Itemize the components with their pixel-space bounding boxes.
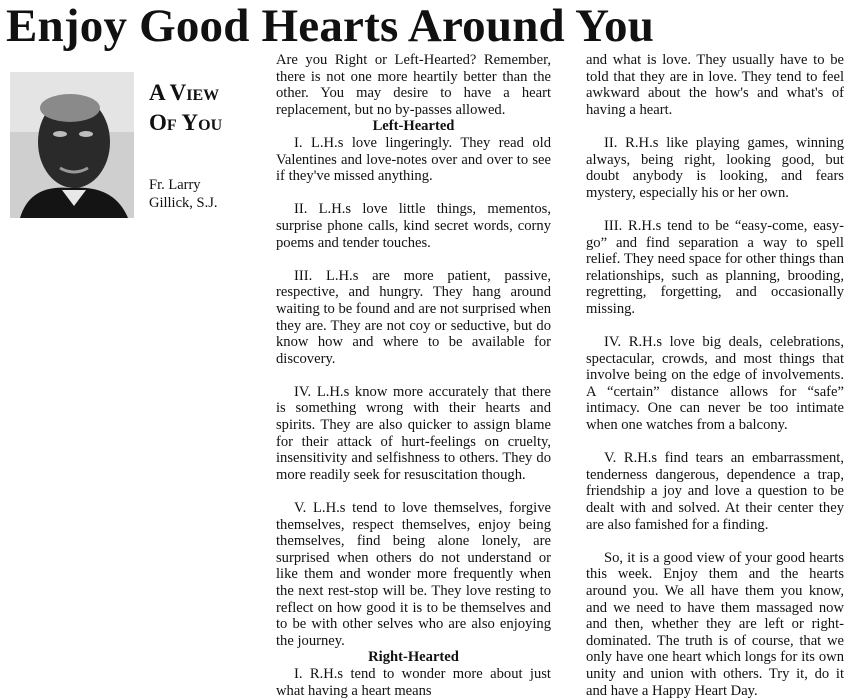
byline: [149, 176, 267, 212]
portrait-graphic: [10, 72, 134, 218]
right-hearted-heading: Right-Hearted: [368, 649, 459, 666]
article-column-3: [586, 52, 844, 699]
left-item-5: V. L.H.s tend to love themselves, forgive themselves, respect themselves, enjoy being themselves, find being alone lonely, are surprised when others do not understand or like them and wonder more frequently when the next rest-stop will be. They love resting to reflect on how good it is to be themselves and to be with other selves who are also enjoying the journey.: [276, 500, 551, 649]
right-item-1-continued: and what is love. They usually have to be told that they are in love. They tend to feel awkward about the how's and what's of having a heart.: [586, 52, 844, 118]
closing-paragraph: So, it is a good view of your good hearts this week. Enjoy them and the hearts around you. We all have them you know, and we need to have them massaged now and then, whether they are left or right-dominated. The truth is of course, that we only have one heart which longs for its own unity and union with others. Try it, do it and have a Happy Heart Day.: [586, 549, 844, 699]
column-title-line1: A View: [149, 80, 220, 105]
right-item-4: IV. R.H.s love big deals, celebrations, spectacular, crowds, and most things that involve being on the edge of involvements. A “certain” distance allows for “safe” intimacy. One can never be too intimate when one watches from a balcony.: [586, 334, 844, 434]
left-item-2: II. L.H.s love little things, mementos, surprise phone calls, kind secret words, corny poems and tender touches.: [276, 201, 551, 251]
intro-paragraph: Are you Right or Left-Hearted? Remember, there is not one more heartily better than the other. You may desire to have a heart replacement, but no by-passes allowed.: [276, 52, 551, 118]
author-portrait-photo: [10, 72, 134, 218]
byline-line1: Fr. Larry: [149, 177, 201, 193]
right-item-5: V. R.H.s find tears an embarrassment, tenderness dangerous, dependence a trap, friendship a joy and love a question to be dealt with and solved. At their center they are also famished for a finding.: [586, 450, 844, 533]
right-item-1-start: I. R.H.s tend to wonder more about just what having a heart means: [276, 665, 551, 699]
right-item-3: III. R.H.s tend to be “easy-come, easy-go” and find separation a way to spell relief. They need space for other things than relationships, such as planning, brooding, regretting, forgetting, and occasionally missing.: [586, 217, 844, 317]
left-item-4: IV. L.H.s know more accurately that there is something wrong with their hearts and spirits. They are also quicker to assign blame for their attack of hurt-feelings on cruelty, insensitivity and selfishness to others. They do more readily seek for resuscitation though.: [276, 383, 551, 483]
left-item-3: III. L.H.s are more patient, passive, respective, and hungry. They hang around waiting to be found and are not surprised when they are. They are not coy or seductive, but do know how and where to be available for discovery.: [276, 267, 551, 367]
headline: Enjoy Good Hearts Around You: [6, 0, 655, 52]
left-item-1: I. L.H.s love lingeringly. They read old Valentines and love-notes over and over to see if they've missed anything.: [276, 134, 551, 185]
article-column-2: [276, 52, 551, 699]
column-title-line2: Of You: [149, 110, 223, 135]
byline-line2: Gillick, S.J.: [149, 195, 218, 211]
left-hearted-heading: Left-Hearted: [372, 118, 455, 135]
right-item-2: II. R.H.s like playing games, winning always, being right, looking good, but doubt anybody is looking, and fears mystery, especially his or her own.: [586, 134, 844, 201]
column-title: [149, 78, 267, 138]
